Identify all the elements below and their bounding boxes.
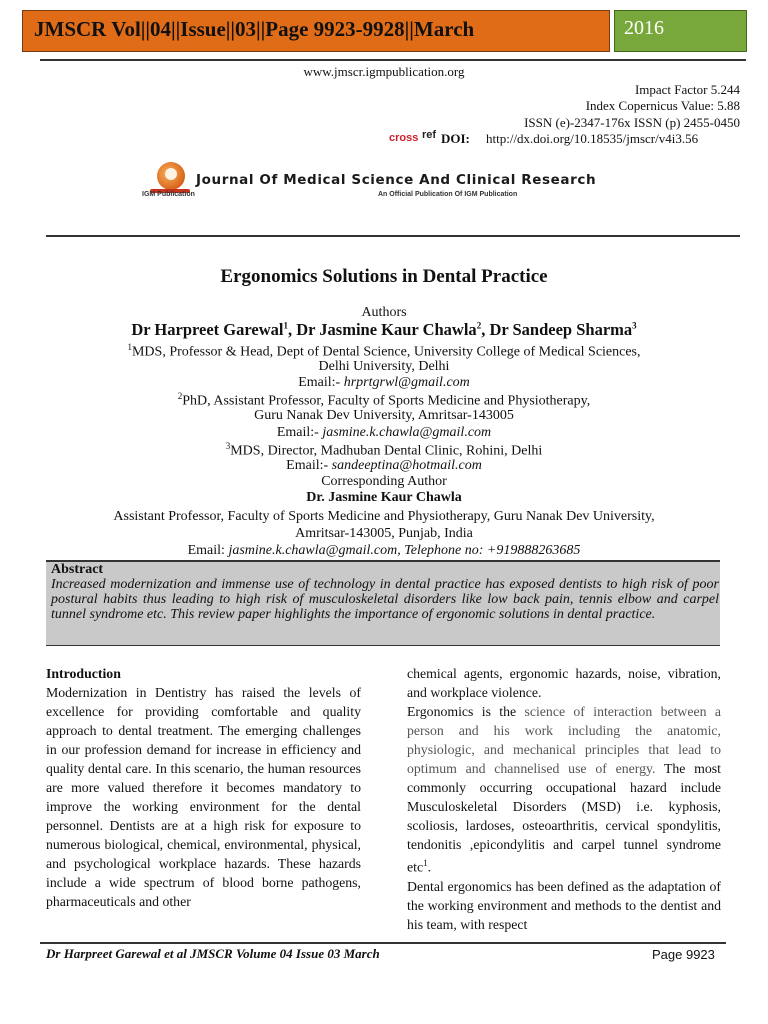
authors-list: Dr Harpreet Garewal$^1$, Dr Jasmine Kaur Chawla$^2$, Dr Sandeep Sharma$^3$ bbox=[131, 320, 637, 339]
crossref-logo-ref: ref bbox=[422, 129, 437, 141]
author-2-sup: 2 bbox=[476, 320, 482, 331]
paper-title: Ergonomics Solutions in Dental Practice bbox=[220, 266, 548, 287]
doi-link[interactable]: http://dx.doi.org/10.18535/jmscr/v4i3.56 bbox=[486, 131, 699, 146]
footer-citation: Dr Harpreet Garewal et al JMSCR Volume 04 Issue 03 March bbox=[46, 946, 380, 961]
email-2: Email:- jasmine.k.chawla@gmail.com bbox=[276, 425, 492, 440]
right-paragraph-1: chemical agents, ergonomic hazards, noise, vibration, and workplace violence. bbox=[407, 666, 721, 700]
author-2: Dr Jasmine Kaur Chawla bbox=[296, 320, 477, 339]
igm-publication-label: IGM Publication bbox=[142, 191, 195, 198]
left-column bbox=[46, 664, 361, 911]
right-column bbox=[407, 664, 721, 934]
header-year: 2016 bbox=[624, 17, 664, 39]
email-3: Email:- sandeeptina@hotmail.com bbox=[286, 458, 482, 473]
journal-website: www.jmscr.igmpublication.org bbox=[303, 64, 465, 79]
affiliation-2-line-2: Guru Nanak Dev University, Amritsar-143005 bbox=[254, 408, 514, 423]
journal-issue-banner-title: JMSCR Vol||04||Issue||03||Page 9923-9928||March bbox=[34, 17, 475, 41]
journal-name: Journal Of Medical Science And Clinical Research bbox=[196, 172, 597, 188]
igm-logo-inner bbox=[165, 168, 177, 180]
abstract-heading: Abstract bbox=[51, 562, 104, 577]
affiliation-1-line-2: Delhi University, Delhi bbox=[318, 359, 450, 374]
author-1-sup: 1 bbox=[283, 320, 288, 331]
introduction-heading: Introduction bbox=[46, 666, 121, 681]
aff-2-sup: 2 bbox=[177, 391, 183, 401]
affiliation-2-line-1: $^2$PhD, Assistant Professor, Faculty of Sports Medicine and Physiotherapy, bbox=[177, 391, 591, 409]
ergonomics-definition: science of interaction between a person and his work including the anatomic, physiologic, and mechanical principles that lead to optimum and channelised use of energy. bbox=[407, 704, 721, 776]
aff-1-sup: 1 bbox=[127, 342, 132, 352]
page-number: Page 9923 bbox=[652, 947, 715, 962]
corresponding-affiliation-line-1: Assistant Professor, Faculty of Sports Medicine and Physiotherapy, Guru Nanak Dev University, bbox=[113, 509, 655, 524]
email-1: Email:- hrprtgrwl@gmail.com bbox=[298, 375, 470, 390]
index-copernicus: Index Copernicus Value: 5.88 bbox=[585, 98, 740, 113]
crossref-logo: cross bbox=[389, 132, 419, 144]
footer-divider bbox=[40, 942, 726, 944]
journal-tagline: An Official Publication Of IGM Publication bbox=[378, 191, 518, 198]
right-paragraph-3: Dental ergonomics has been defined as the adaptation of the working environment and methods to the dentist and his team, with respect bbox=[407, 878, 721, 932]
author-3-sup: 3 bbox=[632, 320, 637, 331]
doi-label: DOI: bbox=[441, 131, 470, 146]
aff-3-sup: 3 bbox=[225, 441, 231, 451]
authors-label: Authors bbox=[361, 305, 407, 320]
corresponding-email: Email: jasmine.k.chawla@gmail.com, Telephone no: +919888263685 bbox=[187, 543, 581, 558]
issn: ISSN (e)-2347-176x ISSN (p) 2455-0450 bbox=[524, 115, 740, 130]
introduction-paragraph: Modernization in Dentistry has raised the levels of excellence for providing comfortable and quality approach to dental treatment. The emerging challenges in our profession demand for increase in efficiency and quality dental care. In this scenario, the human resources are more valued therefore it becomes mandatory to improve the working environment for the dental personnel. Dentists are at a high risk for exposure to numerous biological, chemical, environmental, physical, and psychological workplace hazards. These hazards include a wide spectrum of blood borne pathogens, pharmaceuticals and other bbox=[46, 685, 361, 909]
section-divider bbox=[46, 235, 740, 237]
affiliation-1-line-1: $^1$MDS, Professor & Head, Dept of Dental Science, University College of Medical Sciences, bbox=[127, 342, 641, 360]
affiliation-3-line-1: $^3$MDS, Director, Madhuban Dental Clinic, Rohini, Delhi bbox=[225, 441, 543, 459]
corresponding-affiliation-line-2: Amritsar-143005, Punjab, India bbox=[295, 526, 473, 541]
impact-factor: Impact Factor 5.244 bbox=[634, 82, 740, 97]
corresponding-author-name: Dr. Jasmine Kaur Chawla bbox=[306, 490, 462, 505]
corresponding-author-label: Corresponding Author bbox=[321, 474, 447, 489]
header-divider bbox=[40, 59, 746, 61]
author-3: Dr Sandeep Sharma bbox=[489, 320, 633, 339]
right-paragraph-2: Ergonomics is the science of interaction between a person and his work including the anatomic, physiologic, and mechanical principles that lead to optimum and channelised use of energy. The most commonly occurring occupational hazard include Musculoskeletal Disorders (MSD) i.e. kyphosis, scoliosis, lardoses, osteoarthritis, cervical spondylitis, tendonitis ,epicondylitis and carpel tunnel syndrome etc$^1$. bbox=[407, 704, 722, 875]
abstract-text: Increased modernization and immense use of technology in dental practice has exposed dentists to high risk of poor postural habits thus leading to high risk of musculoskeletal disorders like low back pain, tennis elbow and carpel tunnel syndrome etc. This review paper highlights the importance of ergonomic solutions in dental practice. bbox=[51, 577, 719, 622]
author-1: Dr Harpreet Garewal bbox=[131, 320, 284, 339]
